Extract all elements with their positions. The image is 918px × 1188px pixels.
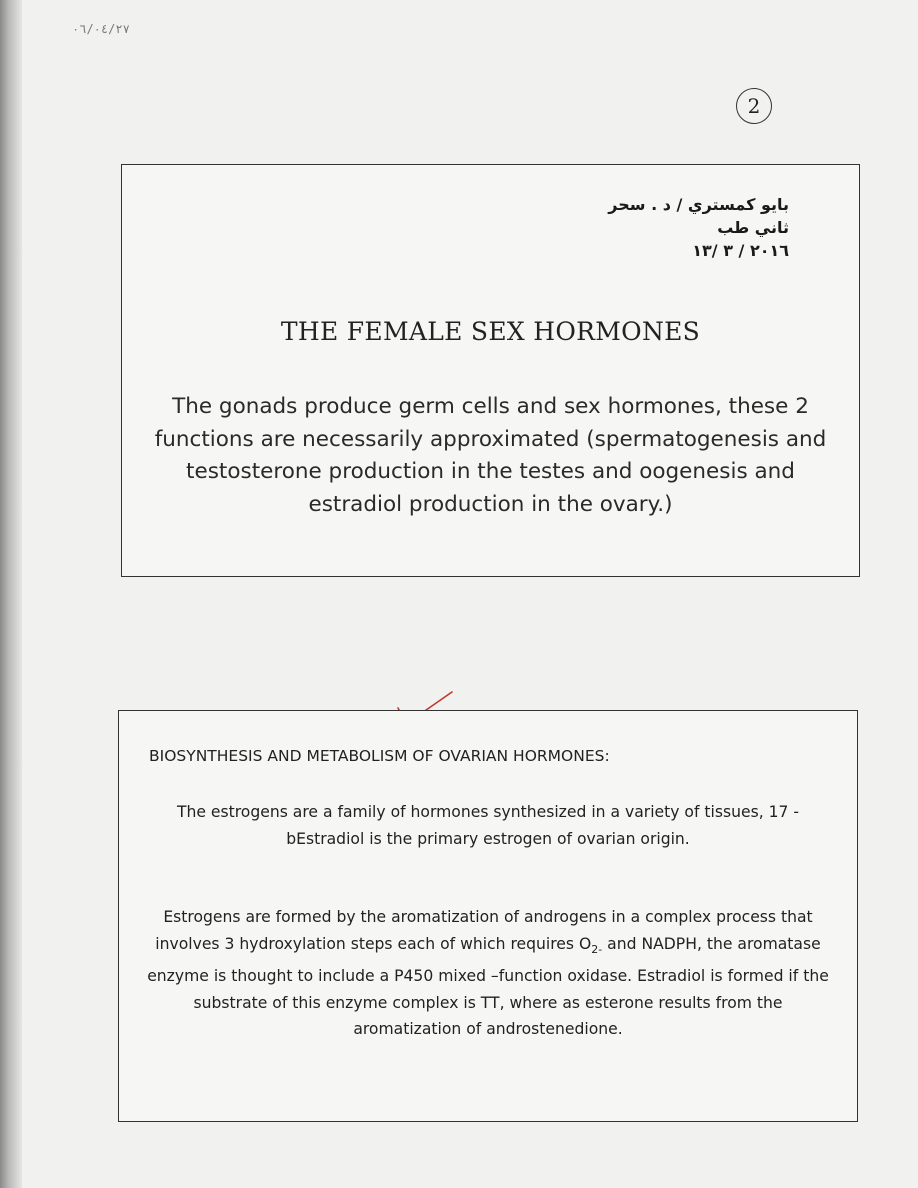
header-year-line: ثاني طب xyxy=(717,218,789,237)
estrogens-paragraph: The estrogens are a family of hormones synthesized in a variety of tissues, 17 -bEstradiol is the primary estrogen of ovarian origin. xyxy=(176,803,800,848)
header-course-line: بايو كمستري / د . سحر xyxy=(608,195,789,214)
aromatization-text-a: Estrogens are formed by the aromatization of androgens in a complex process that involves 3 hydroxylation steps each of which requires O xyxy=(155,908,813,953)
aromatization-paragraph xyxy=(139,904,837,1043)
oxygen-subscript: 2- xyxy=(591,942,603,956)
scan-stamp: ٠٦/٠٤/٢٧ xyxy=(72,22,130,36)
biosynthesis-box xyxy=(118,710,858,1122)
page-number: 2 xyxy=(736,88,772,124)
arabic-header xyxy=(608,193,789,262)
page-title: THE FEMALE SEX HORMONES xyxy=(280,317,701,346)
scan-page-edge xyxy=(0,0,22,1188)
section-heading: BIOSYNTHESIS AND METABOLISM OF OVARIAN HORMONES: xyxy=(149,747,610,765)
intro-paragraph: The gonads produce germ cells and sex hormones, these 2 functions are necessarily approximated (spermatogenesis and testosterone production in the testes and oogenesis and estradiol production in the ovary.) xyxy=(154,394,827,517)
header-date-line: ٢٠١٦ / ٣ /١٣ xyxy=(692,241,789,260)
intro-box xyxy=(121,164,860,577)
aromatization-text-b: and NADPH, the aromatase enzyme is thought to include a P450 mixed –function oxidase. Estradiol is formed if the substrate of this enzyme complex is TT, where as esterone results from the aromatization of androstenedione. xyxy=(147,934,829,1039)
